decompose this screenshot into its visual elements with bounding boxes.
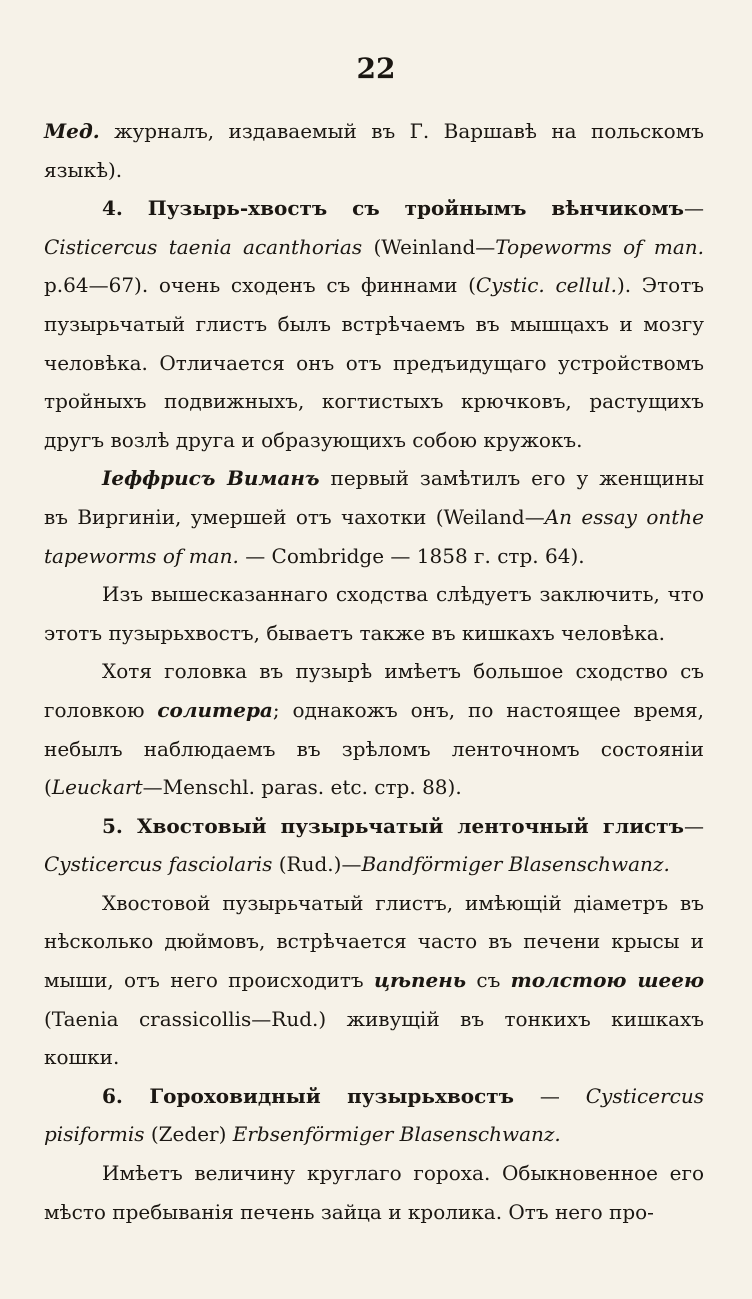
text: (Zeder) — [144, 1122, 233, 1147]
emphasis-term: солитера — [157, 697, 273, 722]
reference-title: An essay onthe tapeworms of man. — [44, 504, 704, 568]
latin-name: Cysticercus fasciolaris — [44, 852, 273, 877]
paragraph-pea-size: Имѣетъ величину круглаго гороха. Обыкновенное его мѣсто пребыванія печень зайца и кролика. Отъ него про- — [44, 1161, 704, 1224]
latin-name: Cystic. cellul. — [475, 273, 617, 298]
body-text — [44, 112, 704, 1231]
section-6 — [44, 1077, 704, 1154]
author-names: Іеффрисъ Виманъ — [102, 466, 320, 491]
paragraph-head-similarity — [44, 652, 704, 806]
section-number: 5. — [102, 813, 123, 838]
latin-name: Cysticercus pisiformis — [44, 1083, 704, 1147]
text: (Weinland— — [362, 234, 496, 259]
text: (Taenia crassicollis—Rud.) живущій въ тонкихъ кишкахъ кошки. — [44, 1006, 704, 1070]
abbrev-med: Мед. — [44, 119, 100, 143]
text: —Menschl. paras. etc. стр. 88). — [142, 775, 462, 800]
text: журналъ, издаваемый въ Г. Варшавѣ на польскомъ языкѣ). — [44, 119, 704, 182]
text: — — [684, 813, 704, 838]
section-4 — [44, 189, 704, 459]
section-5 — [44, 807, 704, 884]
paragraph-journal-note — [44, 112, 704, 189]
emphasis-term: цѣпень — [373, 968, 467, 993]
text: ; однакожъ онъ, по настоящее время, небылъ наблюдаемъ въ зрѣломъ ленточномъ состояніи ( — [44, 697, 704, 800]
emphasis-term: толстою шеею — [510, 968, 705, 993]
text: (Rud.)— — [272, 852, 362, 877]
section-heading: Хвостовый пузырьчатый ленточный глистъ — [122, 813, 684, 838]
text: первый замѣтилъ его у женщины въ Виргиніи, умершей отъ чахотки (Weiland— — [44, 466, 704, 529]
text: p.64—67). очень сходенъ съ финнами ( — [44, 273, 476, 298]
page-number: 22 — [356, 52, 396, 85]
text: Хотя головка въ пузырѣ имѣетъ большое сходство съ головкою — [44, 659, 704, 722]
german-name: Erbsenförmiger Blasenschwanz. — [232, 1122, 561, 1147]
text: — — [684, 196, 704, 221]
text: съ — [466, 968, 511, 993]
section-number: 4. — [102, 196, 123, 221]
section-heading: Гороховидный пузырьхвостъ — [122, 1083, 515, 1108]
text: — Combridge — 1858 г. стр. 64). — [238, 543, 585, 568]
section-number: 6. — [102, 1083, 123, 1108]
paragraph-conclusion: Изъ вышесказаннаго сходства слѣдуетъ заключить, что этотъ пузырьхвостъ, бываетъ также въ кишкахъ человѣка. — [44, 582, 704, 645]
german-name: Bandförmiger Blasenschwanz. — [361, 852, 670, 877]
paragraph-discovery — [44, 459, 704, 575]
latin-name: Cisticercus taenia acanthorias — [44, 234, 363, 259]
text: — — [514, 1083, 586, 1108]
author-name: Leuckart — [51, 775, 143, 800]
reference-title: Topeworms of man. — [495, 234, 704, 259]
text: Хвостовой пузырьчатый глистъ, имѣющій діаметръ въ нѣсколько дюймовъ, встрѣчается часто въ печени крысы и мыши, отъ него происходитъ — [44, 890, 704, 993]
paragraph-tail-cyst — [44, 884, 704, 1077]
text: ). Этотъ пузырьчатый глистъ былъ встрѣчаемъ въ мышцахъ и мозгу человѣка. Отличается онъ отъ предъидущаго устройствомъ тройныхъ подвижныхъ, когтистыхъ крючковъ, растущихъ другъ возлѣ друга и образующихъ собою кружокъ. — [44, 273, 705, 452]
section-heading: Пузырь-хвостъ съ тройнымъ вѣнчикомъ — [122, 196, 684, 221]
